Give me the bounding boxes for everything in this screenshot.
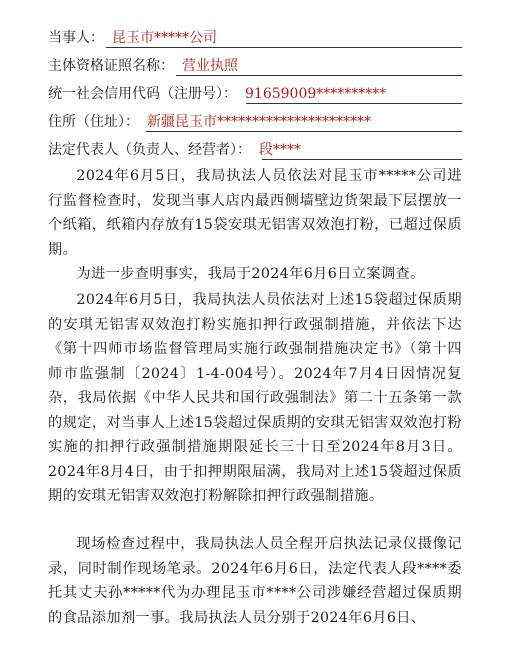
legal-rep-value: 段**** [259,142,301,158]
license-name-label: 主体资格证照名称： [48,58,174,74]
legal-rep-label: 法定代表人（负责人、经营者）： [48,142,251,158]
credit-code-field [48,82,462,106]
credit-code-label: 统一社会信用代码（注册号）： [48,86,237,102]
paragraph-seizure: 2024年6月5日，我局执法人员依法对上述15袋超过保质期的安琪无铝害双效泡打粉实施扣押行政强制措施，并依法下达《第十四师市场监督管理局实施行政强制措施决定书》（第十四师市监强制〔2024〕1-4-004号）。2024年7月4日因情况复杂，我局依据《中华人民共和国行政强制法》第二十五条第一款的规定，对当事人上述15袋超过保质期的安琪无铝害双效泡打粉实施的扣押行政强制措施期限延长三十日至2024年8月3日。2024年8月4日，由于扣押期限届满，我局对上述15袋超过保质期的安琪无铝害双效泡打粉解除扣押行政强制措施。 [48,292,462,504]
address-field [48,110,462,134]
license-name-field [48,54,462,78]
license-name-underline [176,75,462,76]
address-underline [146,131,462,132]
address-label: 住所（住址）： [48,114,139,130]
party-value: 昆玉市*****公司 [112,30,217,46]
paragraph-case-filing: 为进一步查明事实，我局于2024年6月6日立案调查。 [76,266,425,282]
legal-rep-field [48,138,462,162]
party-field [48,26,462,50]
credit-code-value: 91659009********** [245,86,387,102]
credit-code-underline [246,103,462,104]
party-underline [106,47,462,48]
license-name-value: 营业执照 [182,58,238,74]
legal-rep-underline [262,159,462,160]
party-label: 当事人： [48,30,104,46]
address-value: 新疆昆玉市********************** [147,114,371,130]
paragraph-on-site-record: 现场检查过程中，我局执法人员全程开启执法记录仪摄像记录，同时制作现场笔录。2024年6月6日，法定代表人段****委托其丈夫孙*****代为办理昆玉市****公司涉嫌经营超过保质期的食品添加剂一事。我局执法人员分别于2024年6月6日、 [48,536,462,626]
paragraph-inspection: 2024年6月5日，我局执法人员依法对昆玉市*****公司进行监督检查时，发现当事人店内最西侧墙壁边货架最下层摆放一个纸箱，纸箱内存放有15袋安琪无铝害双效泡打粉，已超过保质期。 [48,168,462,258]
